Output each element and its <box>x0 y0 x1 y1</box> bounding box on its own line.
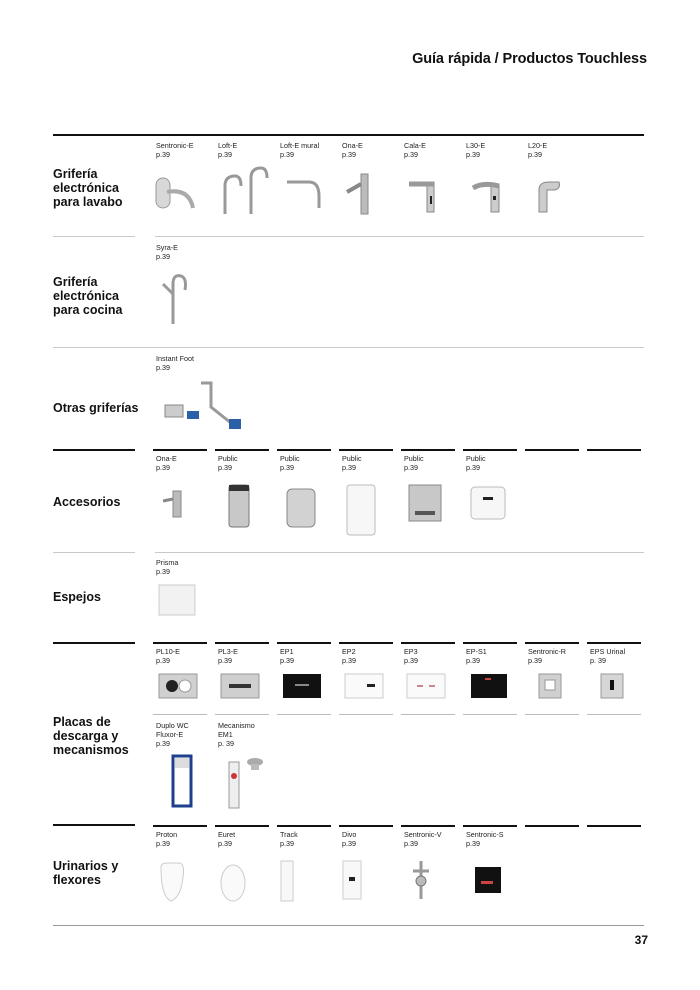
section-accesorios <box>53 449 644 552</box>
section-rule <box>53 824 135 826</box>
column-rule <box>587 449 641 451</box>
column-rule <box>339 449 393 451</box>
row-divider <box>53 236 135 237</box>
flush-plate-icon <box>153 672 203 700</box>
product-name: Syra-E <box>156 243 178 252</box>
product-name: EP2 <box>342 647 356 656</box>
flush-plate-icon <box>587 672 637 702</box>
column-rule <box>215 642 269 644</box>
panel-icon <box>339 859 389 903</box>
row-divider <box>53 347 644 348</box>
product-page: p.39 <box>156 656 170 665</box>
product-name: Ona-E <box>156 454 177 463</box>
section-cocina <box>53 238 644 348</box>
foot-valve-icon <box>161 377 251 431</box>
product-page: p.39 <box>280 463 294 472</box>
column-rule <box>463 449 517 451</box>
product-page: p.39 <box>404 839 418 848</box>
flush-valve-icon <box>401 859 451 903</box>
wall-spout-icon <box>277 176 327 212</box>
product-page: p.39 <box>342 656 356 665</box>
towel-dispenser-icon <box>401 483 451 523</box>
column-rule <box>463 714 517 715</box>
column-rule <box>277 714 331 715</box>
mirror-icon <box>153 583 203 619</box>
product-name: EP3 <box>404 647 418 656</box>
product-name: Instant Foot <box>156 354 194 363</box>
product-page: p.39 <box>466 656 480 665</box>
page-number: 37 <box>634 933 648 947</box>
wc-frame-icon <box>167 754 197 808</box>
column-rule <box>339 642 393 644</box>
page-header-title: Guía rápida / Productos Touchless <box>412 51 647 67</box>
flush-plate-icon <box>463 672 513 700</box>
product-page: p.39 <box>218 656 232 665</box>
product-page: p.39 <box>156 839 170 848</box>
product-name: PL10-E <box>156 647 180 656</box>
section-title: Grifería electrónica para lavabo <box>53 167 123 209</box>
section-title: Urinarios y flexores <box>53 859 119 887</box>
column-rule <box>587 714 641 715</box>
product-page: p. 39 <box>590 656 606 665</box>
urinal-icon <box>215 863 265 905</box>
section-urinarios <box>53 825 644 925</box>
product-name: Public <box>466 454 486 463</box>
product-page: p.39 <box>280 656 294 665</box>
product-page: p.39 <box>156 252 170 261</box>
section-title: Placas de descarga y mecanismos <box>53 715 129 757</box>
product-page: p.39 <box>404 150 418 159</box>
product-name: L20-E <box>528 141 548 150</box>
product-page: p.39 <box>280 839 294 848</box>
faucet-icon <box>401 176 451 214</box>
product-name: Sentronic-E <box>156 141 194 150</box>
product-page: p.39 <box>342 839 356 848</box>
product-page: p.39 <box>156 567 170 576</box>
product-name: EPS Urinal <box>590 647 626 656</box>
product-name: Duplo WC Fluxor-E <box>156 721 189 739</box>
column-rule <box>153 714 207 715</box>
product-page: p.39 <box>342 150 356 159</box>
product-name: Public <box>218 454 238 463</box>
product-page: p.39 <box>404 463 418 472</box>
product-name: EP-S1 <box>466 647 487 656</box>
column-rule <box>153 825 207 827</box>
column-rule <box>525 714 579 715</box>
column-rule <box>277 825 331 827</box>
product-name: Proton <box>156 830 178 839</box>
faucet-icon <box>525 178 575 214</box>
product-page: p.39 <box>218 463 232 472</box>
section-rule <box>53 642 135 644</box>
flush-plate-icon <box>401 672 451 700</box>
column-rule <box>401 449 455 451</box>
column-rule <box>401 825 455 827</box>
faucet-icon <box>463 178 513 214</box>
product-name: Loft-E mural <box>280 141 320 150</box>
section-placas <box>53 642 644 824</box>
product-name: PL3-E <box>218 647 238 656</box>
column-rule <box>277 642 331 644</box>
product-page: p.39 <box>218 839 232 848</box>
hand-dryer-icon <box>277 485 327 529</box>
column-rule <box>277 449 331 451</box>
flush-plate-icon <box>215 672 265 700</box>
product-name: Sentronic-V <box>404 830 442 839</box>
product-name: L30-E <box>466 141 486 150</box>
product-page: p.39 <box>156 463 170 472</box>
product-name: EP1 <box>280 647 294 656</box>
faucet-icon <box>339 172 389 216</box>
product-page: p.39 <box>280 150 294 159</box>
section-espejos <box>53 553 644 643</box>
product-name: Divo <box>342 830 357 839</box>
section-title: Otras griferías <box>53 401 139 415</box>
column-rule <box>339 825 393 827</box>
product-name: Public <box>342 454 362 463</box>
product-name: Sentronic-R <box>528 647 566 656</box>
column-rule <box>153 642 207 644</box>
product-name: Sentronic-S <box>466 830 504 839</box>
product-name: Cala-E <box>404 141 426 150</box>
column-rule <box>463 642 517 644</box>
product-page: p.39 <box>404 656 418 665</box>
footer-rule <box>53 925 644 926</box>
column-rule <box>525 825 579 827</box>
soap-dispenser-icon <box>153 489 203 521</box>
product-name: Loft-E <box>218 141 238 150</box>
product-page: p.39 <box>466 463 480 472</box>
paper-dispenser-icon <box>339 483 389 537</box>
column-rule <box>525 642 579 644</box>
column-rule <box>525 449 579 451</box>
product-page: p.39 <box>528 150 542 159</box>
product-name: Ona-E <box>342 141 363 150</box>
product-page: p. 39 <box>218 739 234 748</box>
column-rule <box>215 714 269 715</box>
column-rule <box>339 714 393 715</box>
panel-icon <box>277 859 327 903</box>
column-rule <box>215 449 269 451</box>
faucet-pair-icon <box>215 166 271 216</box>
bin-icon <box>215 483 265 529</box>
flush-plate-icon <box>277 672 327 700</box>
urinal-icon <box>153 861 203 905</box>
column-rule <box>401 714 455 715</box>
column-rule <box>153 449 207 451</box>
column-rule <box>401 642 455 644</box>
column-rule <box>215 825 269 827</box>
column-rule <box>587 825 641 827</box>
section-title: Accesorios <box>53 495 121 509</box>
sensor-plate-icon <box>463 865 513 895</box>
wall-faucet-icon <box>153 174 203 216</box>
product-page: p.39 <box>466 150 480 159</box>
mechanism-icon <box>221 756 267 810</box>
product-page: p.39 <box>218 150 232 159</box>
section-otras <box>53 349 644 449</box>
section-rule <box>53 449 135 451</box>
section-title: Grifería electrónica para cocina <box>53 275 123 317</box>
kitchen-faucet-icon <box>153 270 193 326</box>
white-dispenser-icon <box>463 485 513 521</box>
product-page: p.39 <box>342 463 356 472</box>
product-page: p.39 <box>156 150 170 159</box>
product-name: Prisma <box>156 558 179 567</box>
flush-plate-icon <box>525 672 575 702</box>
column-rule <box>587 642 641 644</box>
product-page: p.39 <box>156 739 170 748</box>
product-name: Mecanismo EM1 <box>218 721 255 739</box>
product-name: Public <box>404 454 424 463</box>
column-rule <box>463 825 517 827</box>
product-page: p.39 <box>466 839 480 848</box>
section-lavabo <box>53 136 644 238</box>
row-divider <box>155 236 644 237</box>
product-page: p.39 <box>528 656 542 665</box>
product-name: Euret <box>218 830 236 839</box>
product-name: Track <box>280 830 298 839</box>
product-name: Public <box>280 454 300 463</box>
flush-plate-icon <box>339 672 389 700</box>
section-title: Espejos <box>53 590 101 604</box>
product-page: p.39 <box>156 363 170 372</box>
